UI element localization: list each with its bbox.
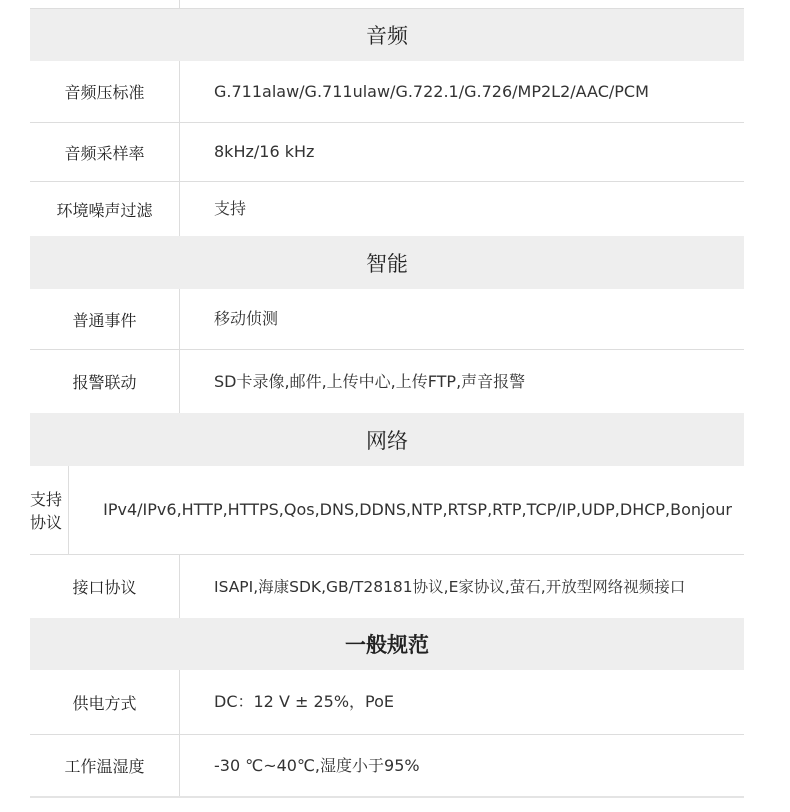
row-value <box>180 61 744 122</box>
row-label: 支持协议 <box>30 466 69 554</box>
row-value <box>180 289 744 349</box>
table-row-alarm-linkage <box>30 350 744 413</box>
row-value <box>180 670 744 734</box>
row-value <box>180 0 744 8</box>
row-value <box>180 123 744 181</box>
section-header-general <box>30 618 744 670</box>
row-value <box>180 182 744 236</box>
table-row-operating-temp <box>30 735 744 796</box>
row-label: 工作温湿度 <box>30 735 180 796</box>
value-text: 8kHz/16 kHz <box>214 142 315 161</box>
value-text: ISAPI,海康SDK,GB/T28181协议,E家协议,萤石,开放型网络视频接口 <box>214 577 686 596</box>
table-bottom-divider <box>30 796 744 798</box>
row-label: 音频压标准 <box>30 61 180 122</box>
row-value <box>180 555 744 618</box>
table-row-audio-compression <box>30 61 744 123</box>
table-row-noise-filter <box>30 182 744 236</box>
section-title: 音频 <box>366 24 408 48</box>
value-text: DC：12 V ± 25%，PoE <box>214 692 395 711</box>
row-label: 接口协议 <box>30 555 180 618</box>
row-value <box>180 735 744 796</box>
table-row-power <box>30 670 744 735</box>
value-text: SD卡录像,邮件,上传中心,上传FTP,声音报警 <box>214 371 526 391</box>
section-title: 智能 <box>366 251 408 276</box>
row-label: 供电方式 <box>30 670 180 734</box>
row-label: 报警联动 <box>30 350 180 413</box>
value-text: -30 ℃~40℃,湿度小于95% <box>214 755 420 775</box>
value-text: 支持 <box>214 199 247 218</box>
row-value <box>180 350 744 413</box>
table-row-top-partial <box>30 0 744 9</box>
row-label: 环境噪声过滤 <box>30 182 180 236</box>
value-text: G.711alaw/G.711ulaw/G.722.1/G.726/MP2L2/AAC/PCM <box>214 81 649 101</box>
row-label: 普通事件 <box>30 289 180 349</box>
table-row-protocols <box>30 466 744 555</box>
section-header-smart <box>30 236 744 289</box>
section-header-network <box>30 413 744 466</box>
section-title: 网络 <box>366 428 408 453</box>
table-row-audio-sampling <box>30 123 744 182</box>
value-text: IPv4/IPv6,HTTP,HTTPS,Qos,DNS,DDNS,NTP,RTSP,RTP,TCP/IP,UDP,DHCP,Bonjour <box>103 500 732 519</box>
section-title: 一般规范 <box>345 633 429 657</box>
spec-table <box>30 0 744 796</box>
section-header-audio <box>30 9 744 61</box>
row-label <box>30 0 180 8</box>
value-text: 移动侦测 <box>214 309 279 328</box>
table-row-interface-protocol <box>30 555 744 618</box>
row-label: 音频采样率 <box>30 123 180 181</box>
table-row-basic-event <box>30 289 744 350</box>
row-value <box>69 466 744 554</box>
